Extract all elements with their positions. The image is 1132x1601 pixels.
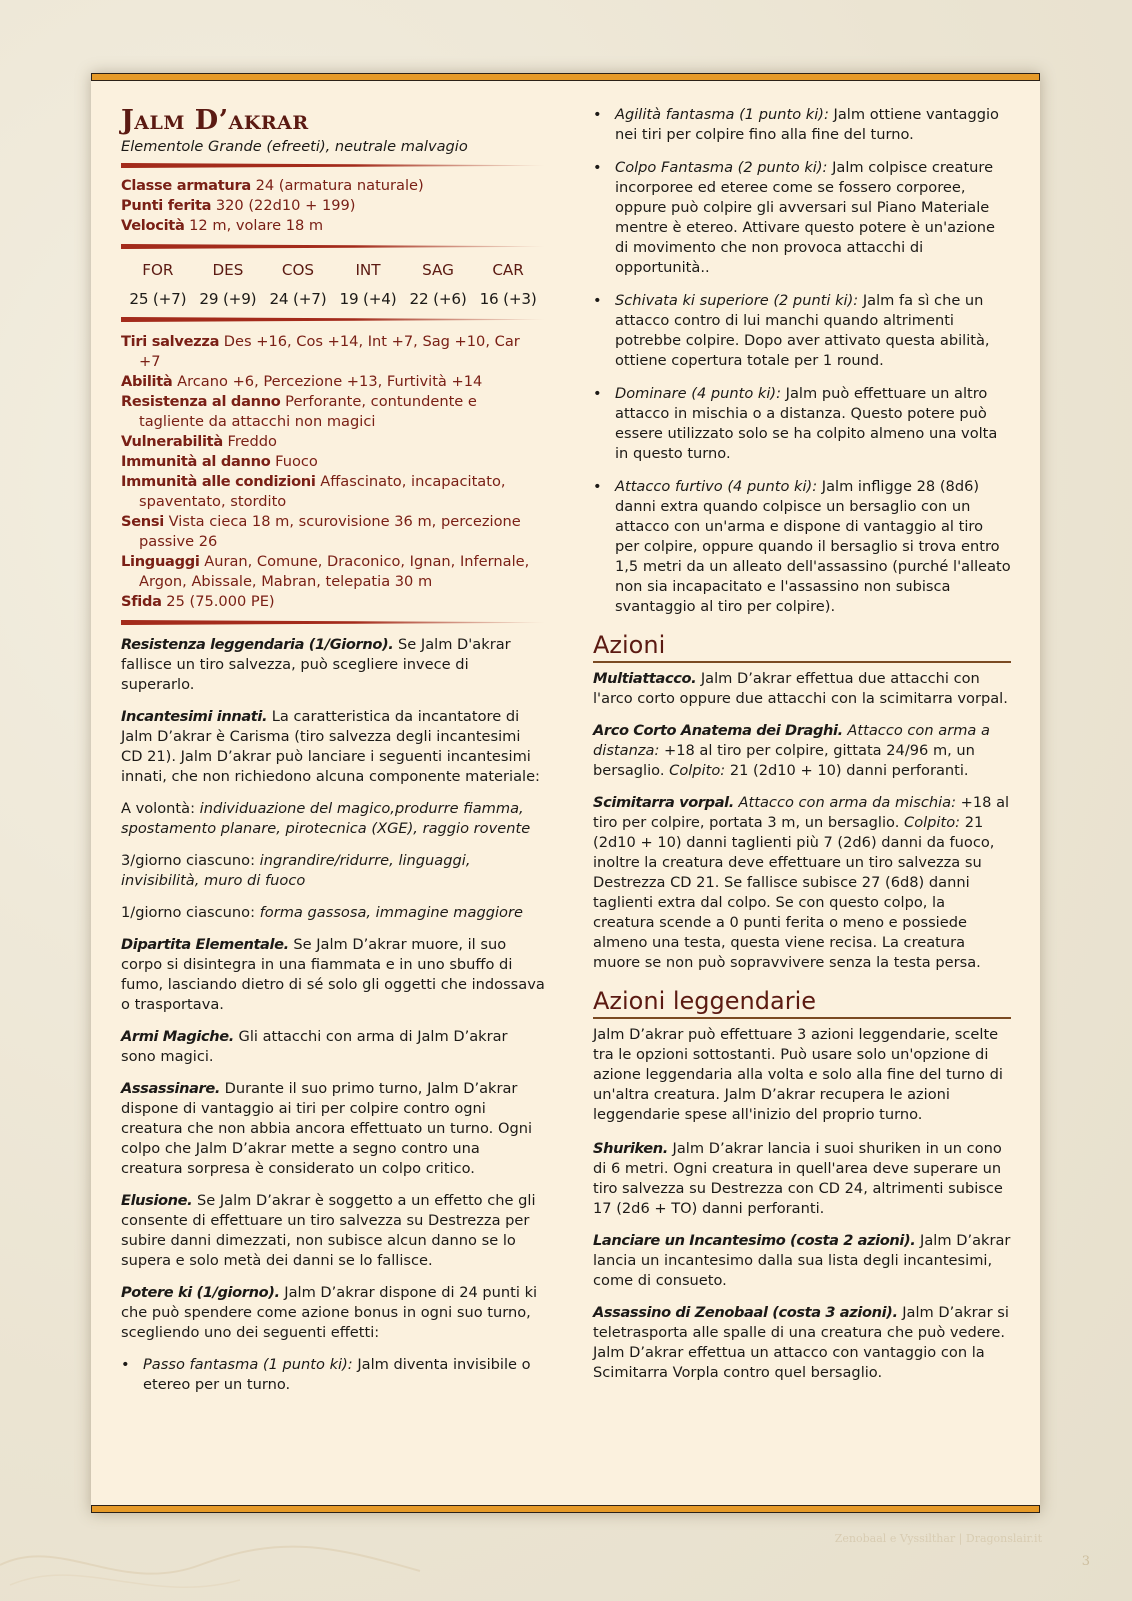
- skills: Abilità Arcano +6, Percezione +13, Furtività +14: [121, 373, 483, 390]
- trait-legendary-resistance: Resistenza leggendaria (1/Giorno). Se Jalm D'akrar fallisce un tiro salvezza, può scegliere invece di superarlo.: [121, 636, 511, 693]
- trait-assassinate: Assassinare. Durante il suo primo turno, Jalm D’akrar dispone di vantaggio ai tiri per colpire contro ogni creatura che non abbia ancora effettuato un turno. Ogni colpo che Jalm D’akrar mette a segno contro una creatura sorpresa è considerato un colpo critico.: [121, 1080, 533, 1177]
- ability-int: INT 19 (+4): [339, 261, 397, 308]
- ability-des: DES 29 (+9): [199, 261, 257, 308]
- ability-sag: SAG 22 (+6): [409, 261, 467, 308]
- action-bow: Arco Corto Anatema dei Draghi. Attacco con arma a distanza: +18 al tiro per colpire, gittata 24/96 m, un bersaglio. Colpito: 21 (2d10 + 10) danni perforanti.: [593, 722, 990, 779]
- challenge: Sfida 25 (75.000 PE): [121, 593, 275, 610]
- ki-option: • Schivata ki superiore (2 punti ki): Jalm fa sì che un attacco contro di lui manchi quando altrimenti potrebbe colpire. Dopo aver attivato questa abilità, ottiene copertura totale per 1 round.: [615, 291, 1011, 371]
- bottom-border-bar: [91, 1505, 1040, 1513]
- divider: [121, 244, 545, 249]
- ability-car: CAR 16 (+3): [479, 261, 537, 308]
- spells-3-per-day: 3/giorno ciascuno: ingrandire/ridurre, linguaggi, invisibilità, muro di fuoco: [121, 852, 471, 889]
- damage-resistances: Resistenza al danno Perforante, contundente e tagliente da attacchi non magici: [121, 393, 477, 430]
- trait-magic-weapons: Armi Magiche. Gli attacchi con arma di Jalm D’akrar sono magici.: [121, 1028, 508, 1065]
- senses: Sensi Vista cieca 18 m, scurovisione 36 m, percezione passive 26: [121, 513, 521, 550]
- ability-scores: [121, 259, 545, 309]
- divider: [121, 620, 545, 625]
- armor-class: Classe armatura 24 (armatura naturale): [121, 177, 424, 194]
- legendary-shuriken: Shuriken. Jalm D’akrar lancia i suoi shuriken in un cono di 6 metri. Ogni creatura in quell'area deve superare un tiro salvezza su Destrezza con CD 24, altrimenti subisce 17 (2d6 + TO) danni perforanti.: [593, 1140, 1003, 1217]
- properties: [121, 332, 545, 612]
- speed: Velocità 12 m, volare 18 m: [121, 217, 324, 234]
- ki-option: • Dominare (4 punto ki): Jalm può effettuare un altro attacco in mischia o a distanza. Questo potere può essere utilizzato solo se ha colpito almeno una volta in questo turno.: [615, 384, 1011, 464]
- vulnerabilities: Vulnerabilità Freddo: [121, 433, 277, 450]
- ability-cos: COS 24 (+7): [269, 261, 327, 308]
- basic-stats: [121, 176, 545, 236]
- ki-option: • Attacco furtivo (4 punto ki): Jalm infligge 28 (8d6) danni extra quando colpisce un bersaglio con un attacco con un'arma e dispone di vantaggio al tiro per colpire, oppure quando il bersaglio si trova entro 1,5 metri da un alleato dell'assassino (purché l'alleato non sia incapacitato e l'assassino non subisca svantaggio al tiro per colpire).: [615, 477, 1011, 617]
- legendary-cast-spell: Lanciare un Incantesimo (costa 2 azioni). Jalm D’akrar lancia un incantesimo dalla sua lista degli incantesimi, come di consueto.: [593, 1232, 1011, 1289]
- languages: Linguaggi Auran, Comune, Draconico, Ignan, Infernale, Argon, Abissale, Mabran, telepatia 30 m: [121, 553, 530, 590]
- creature-type: Elementole Grande (efreeti), neutrale malvagio: [121, 138, 468, 155]
- ki-option: • Agilità fantasma (1 punto ki): Jalm ottiene vantaggio nei tiri per colpire fino alla fine del turno.: [615, 105, 1011, 145]
- right-column: [593, 105, 1011, 1395]
- footer-credit: Zenobaal e Vyssilthar | Dragonslair.it: [834, 1532, 1042, 1545]
- action-scimitar: Scimitarra vorpal. Attacco con arma da mischia: +18 al tiro per colpire, portata 3 m, un bersaglio. Colpito: 21 (2d10 + 10) danni taglienti più 7 (2d6) danni da fuoco, inoltre la creatura deve effettuare un tiro salvezza su Destrezza CD 21. Se fallisce subisce 27 (6d8) danni taglienti extra dal colpo. Se con questo colpo, la creatura scende a 0 punti ferita o meno e possiede almeno una testa, questa viene recisa. La creatura muore se non può sopravvivere senza la testa persa.: [593, 794, 1010, 971]
- ability-for: FOR 25 (+7): [129, 261, 187, 308]
- actions-heading: Azioni: [593, 631, 1011, 663]
- saving-throws: Tiri salvezza Des +16, Cos +14, Int +7, Sag +10, Car +7: [121, 333, 520, 370]
- ki-options-list-cont: [593, 105, 1011, 617]
- legendary-actions-heading: Azioni leggendarie: [593, 987, 1011, 1019]
- damage-immunities: Immunità al danno Fuoco: [121, 453, 318, 470]
- ki-option: • Colpo Fantasma (2 punto ki): Jalm colpisce creature incorporee ed eteree come se fossero corporee, oppure può colpire gli avversari sul Piano Materiale mentre è etereo. Attivare questo potere è un'azione di movimento che non provoca attacchi di opportunità..: [615, 158, 1011, 278]
- divider: [121, 317, 545, 322]
- trait-evasion: Elusione. Se Jalm D’akrar è soggetto a un effetto che gli consente di effettuare un tiro salvezza su Destrezza per subire danni dimezzati, non subisce alcun danno se lo supera e solo metà dei danni se lo fallisce.: [121, 1192, 536, 1269]
- trait-ki-power: Potere ki (1/giorno). Jalm D’akrar dispone di 24 punti ki che può spendere come azione bonus in ogni suo turno, scegliendo uno dei seguenti effetti:: [121, 1284, 538, 1341]
- creature-name: Jalm D’akrar: [121, 105, 309, 136]
- action-multiattack: Multiattacco. Jalm D’akrar effettua due attacchi con l'arco corto oppure due attacchi con la scimitarra vorpal.: [593, 670, 1008, 707]
- hit-points: Punti ferita 320 (22d10 + 199): [121, 197, 356, 214]
- spells-at-will: A volontà: individuazione del magico,produrre fiamma, spostamento planare, pirotecnica (XGE), raggio rovente: [121, 800, 531, 837]
- legendary-intro: Jalm D’akrar può effettuare 3 azioni leggendarie, scelte tra le opzioni sottostanti. Può usare solo un'opzione di azione leggendaria alla volta e solo alla fine del turno di un'altra creatura. Jalm D’akrar recupera le azioni leggendarie spese all'inizio del proprio turno.: [593, 1026, 1003, 1123]
- divider: [121, 163, 545, 168]
- condition-immunities: Immunità alle condizioni Affascinato, incapacitato, spaventato, stordito: [121, 473, 506, 510]
- spells-1-per-day: 1/giorno ciascuno: forma gassosa, immagine maggiore: [121, 904, 523, 921]
- trait-elemental-demise: Dipartita Elementale. Se Jalm D’akrar muore, il suo corpo si disintegra in una fiammata e in uno sbuffo di fumo, lasciando dietro di sé solo gli oggetti che indossava o trasportava.: [121, 936, 545, 1013]
- top-border-bar: [91, 73, 1040, 81]
- left-column: [121, 105, 545, 1408]
- ki-option: • Passo fantasma (1 punto ki): Jalm diventa invisibile o etereo per un turno.: [143, 1355, 545, 1395]
- stat-block-sheet: [91, 73, 1040, 1513]
- trait-innate-spellcasting: Incantesimi innati. La caratteristica da incantatore di Jalm D’akrar è Carisma (tiro salvezza degli incantesimi CD 21). Jalm D’akrar può lanciare i seguenti incantesimi innati, che non richiedono alcuna componente materiale:: [121, 708, 540, 785]
- ki-options-list-start: [121, 1355, 545, 1395]
- page-number: 3: [1081, 1554, 1090, 1569]
- legendary-assassin: Assassino di Zenobaal (costa 3 azioni). Jalm D’akrar si teletrasporta alle spalle di una creatura che può vedere. Jalm D’akrar effettua un attacco con vantaggio con la Scimitarra Vorpla contro quel bersaglio.: [593, 1304, 1009, 1381]
